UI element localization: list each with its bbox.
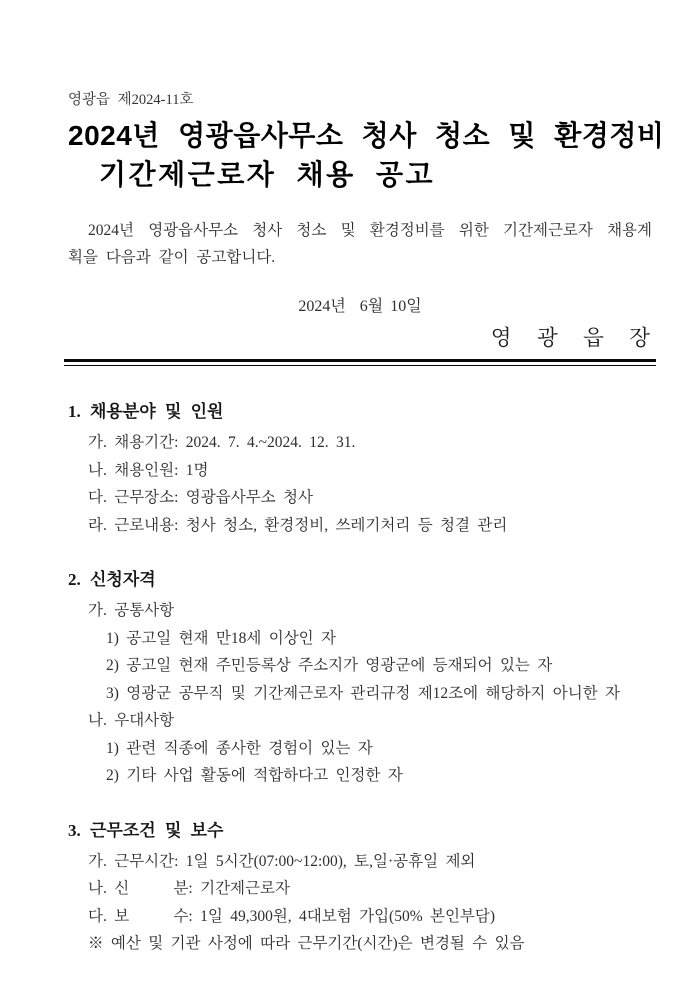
section-item: 라. 근로내용: 청사 청소, 환경정비, 쓰레기처리 등 청결 관리 xyxy=(88,516,508,534)
section-item: ※ 예산 및 기관 사정에 따라 근무기간(시간)은 변경될 수 있음 xyxy=(88,935,525,952)
section-item: 나. 신 분: 기간제근로자 xyxy=(88,880,290,897)
intro-line1: 2024년 영광읍사무소 청사 청소 및 환경정비를 위한 기간제근로자 채용계 xyxy=(88,222,652,239)
section-item: 다. 보 수: 1일 49,300원, 4대보험 가입(50% 본인부담) xyxy=(88,907,496,925)
section-item: 가. 채용기간: 2024. 7. 4.~2024. 12. 31. xyxy=(88,434,356,451)
intro-line2: 획을 다음과 같이 공고합니다. xyxy=(68,249,276,266)
section-item: 다. 근무장소: 영광읍사무소 청사 xyxy=(88,489,313,506)
page-title xyxy=(68,116,665,194)
section-item: 2) 공고일 현재 주민등록상 주소지가 영광군에 등재되어 있는 자 xyxy=(106,657,553,674)
document-section xyxy=(68,816,652,958)
section-heading: 1. 채용분야 및 인원 xyxy=(68,402,224,421)
section-item: 가. 공통사항 xyxy=(88,602,175,619)
page-title-line1: 2024년 영광읍사무소 청사 청소 및 환경정비 xyxy=(68,120,665,151)
section-item: 1) 공고일 현재 만18세 이상인 자 xyxy=(106,629,336,647)
section-item: 나. 채용인원: 1명 xyxy=(88,461,209,479)
section-item: 2) 기타 사업 활동에 적합하다고 인정한 자 xyxy=(106,767,403,784)
section-item: 1) 관련 직종에 종사한 경험이 있는 자 xyxy=(106,739,373,757)
section-item: 3) 영광군 공무직 및 기간제근로자 관리규정 제12조에 해당하지 아니한 자 xyxy=(106,684,621,702)
document-section xyxy=(68,565,652,790)
signer-title: 영 광 읍 장 xyxy=(490,326,650,350)
section-item: 나. 우대사항 xyxy=(88,712,175,729)
intro-paragraph xyxy=(68,217,652,271)
document-sections xyxy=(68,397,652,958)
page-title-line2: 기간제근로자 채용 공고 xyxy=(99,159,436,190)
section-heading: 3. 근무조건 및 보수 xyxy=(68,820,224,840)
section-item: 가. 근무시간: 1일 5시간(07:00~12:00), 토,일·공휴일 제외 xyxy=(88,852,476,870)
document-number: 영광읍 제2024-11호 xyxy=(68,92,194,108)
section-heading: 2. 신청자격 xyxy=(68,570,156,589)
double-rule-divider xyxy=(64,359,656,366)
announcement-date: 2024년 6월 10일 xyxy=(298,298,422,315)
document-section xyxy=(68,397,652,539)
